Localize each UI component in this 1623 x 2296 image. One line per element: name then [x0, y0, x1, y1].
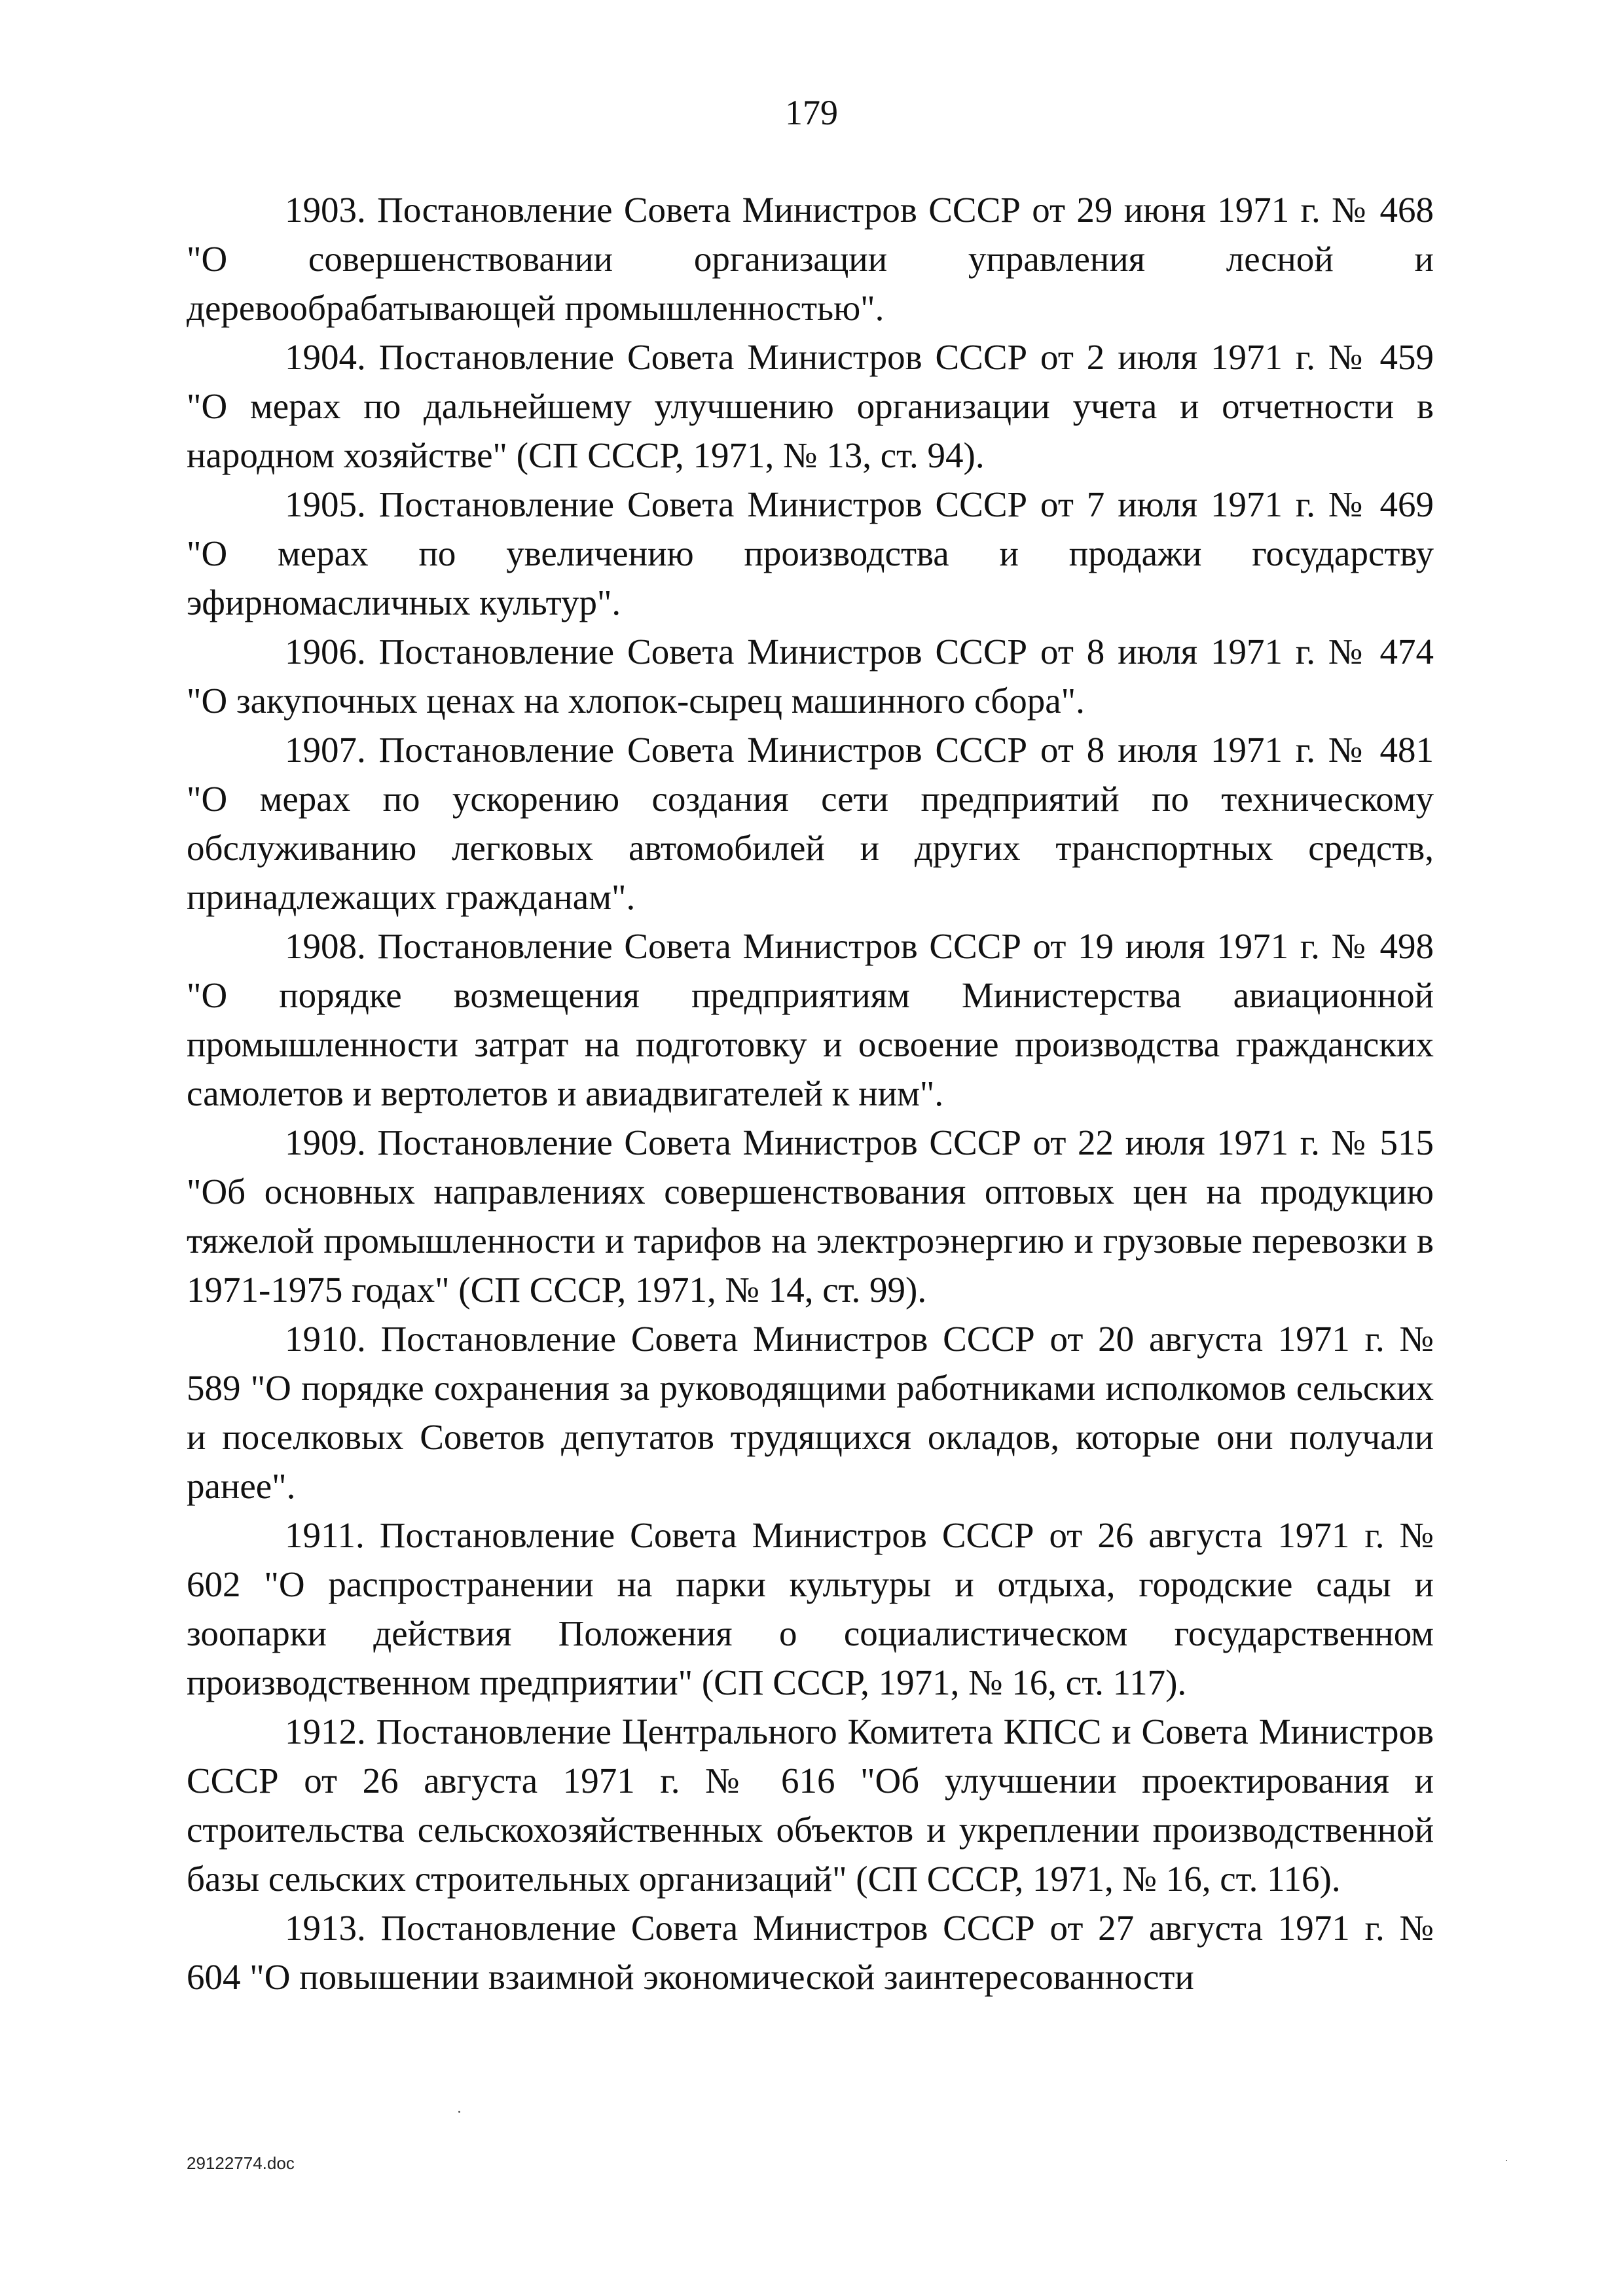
scan-speck [458, 2111, 460, 2113]
list-item: 1905. Постановление Совета Министров СССР от 7 июля 1971 г. № 469 "О мерах по увеличению производства и продажи государству эфирномасличных культур". [187, 484, 1434, 622]
list-item: 1904. Постановление Совета Министров СССР от 2 июля 1971 г. № 459 "О мерах по дальнейшему улучшению организации учета и отчетности в народном хозяйстве" (СП СССР, 1971, № 13, ст. 94). [187, 337, 1434, 475]
list-item: 1909. Постановление Совета Министров СССР от 22 июля 1971 г. № 515 "Об основных направлениях совершенствования оптовых цен на продукцию тяжелой промышленности и тарифов на электроэнергию и грузовые перевозки в 1971-1975 годах" (СП СССР, 1971, № 14, ст. 99). [187, 1122, 1434, 1310]
list-item: 1908. Постановление Совета Министров СССР от 19 июля 1971 г. № 498 "О порядке возмещения предприятиям Министерства авиационной промышленности затрат на подготовку и освоение производства гражданских самолетов и вертолетов и авиадвигателей к ним". [187, 926, 1434, 1113]
list-item: 1906. Постановление Совета Министров СССР от 8 июля 1971 г. № 474 "О закупочных ценах на хлопок-сырец машинного сбора". [187, 632, 1434, 721]
page-number: 179 [785, 93, 838, 132]
document-body [187, 185, 1434, 2001]
scan-speck [1506, 2160, 1507, 2161]
list-item: 1910. Постановление Совета Министров СССР от 20 августа 1971 г. № 589 "О порядке сохранения за руководящими работниками исполкомов сельских и поселковых Советов депутатов трудящихся окладов, которые они получали ранее". [187, 1319, 1434, 1506]
footer-filename: 29122774.doc [187, 2153, 295, 2173]
list-item: 1903. Постановление Совета Министров СССР от 29 июня 1971 г. № 468 "О совершенствовании организации управления лесной и деревообрабатывающей промышленностью". [187, 190, 1434, 328]
list-item: 1913. Постановление Совета Министров СССР от 27 августа 1971 г. № 604 "О повышении взаимной экономической заинтересованности [187, 1908, 1434, 1997]
list-item: 1912. Постановление Центрального Комитета КПСС и Совета Министров СССР от 26 августа 1971 г. № 616 "Об улучшении проектирования и строительства сельскохозяйственных объектов и укреплении производственной базы сельских строительных организаций" (СП СССР, 1971, № 16, ст. 116). [187, 1712, 1434, 1899]
list-item: 1911. Постановление Совета Министров СССР от 26 августа 1971 г. № 602 "О распространении на парки культуры и отдыха, городские сады и зоопарки действия Положения о социалистическом государственном производственном предприятии" (СП СССР, 1971, № 16, ст. 117). [187, 1515, 1434, 1702]
list-item: 1907. Постановление Совета Министров СССР от 8 июля 1971 г. № 481 "О мерах по ускорению создания сети предприятий по техническому обслуживанию легковых автомобилей и других транспортных средств, принадлежащих гражданам". [187, 730, 1434, 917]
